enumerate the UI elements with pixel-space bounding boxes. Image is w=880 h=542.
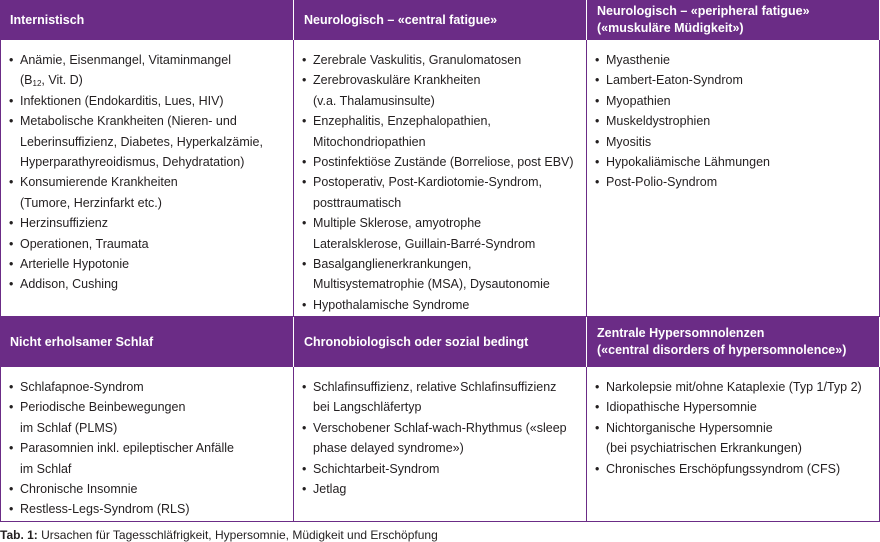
list-item bbox=[9, 91, 285, 111]
list-item-line: • Restless-Legs-Syndrom (RLS) bbox=[20, 502, 190, 517]
header-chronobiologisch bbox=[294, 317, 587, 367]
list-item bbox=[302, 479, 578, 499]
list-item bbox=[9, 438, 285, 479]
list-item-line: Multisystematrophie (MSA), Dysautonomie bbox=[313, 277, 550, 292]
caption-text: Ursachen für Tagesschläfrigkeit, Hypersomnie, Müdigkeit und Erschöpfung bbox=[37, 528, 438, 542]
header-label-line: («muskuläre Müdigkeit») bbox=[597, 21, 744, 35]
list-item bbox=[595, 91, 871, 111]
subscript: 12 bbox=[32, 79, 42, 89]
list-item bbox=[302, 254, 578, 295]
list-item-line: Lateralsklerose, Guillain-Barré-Syndrom bbox=[313, 236, 536, 251]
list-item-line: • Parasomnien inkl. epileptischer Anfälle bbox=[20, 441, 235, 456]
header-peripheral-fatigue bbox=[587, 0, 880, 40]
list-item-line: • Zerebrovaskuläre Krankheiten bbox=[313, 73, 481, 88]
list-item-line: • Jetlag bbox=[313, 482, 347, 497]
list-item-line: • Postinfektiöse Zustände (Borreliose, post EBV) bbox=[313, 155, 574, 170]
list-item-line: (Tumore, Herzinfarkt etc.) bbox=[20, 195, 162, 210]
list-item bbox=[302, 213, 578, 254]
list-item-line: • Addison, Cushing bbox=[20, 277, 118, 292]
header-label-line: («central disorders of hypersomnolence») bbox=[597, 343, 847, 357]
list-item-line: • Myositis bbox=[606, 134, 652, 149]
list-item-line: • Konsumierende Krankheiten bbox=[20, 175, 178, 190]
cell-nicht-erholsamer-schlaf bbox=[0, 367, 294, 522]
cause-list bbox=[595, 377, 871, 479]
list-item bbox=[302, 172, 578, 213]
list-item-line: • Herzinsuffizienz bbox=[20, 216, 109, 231]
list-item bbox=[595, 397, 871, 417]
cause-list bbox=[302, 377, 578, 499]
list-item-line: • Hypothalamische Syndrome bbox=[313, 297, 470, 312]
list-item bbox=[302, 377, 578, 418]
list-item bbox=[9, 172, 285, 213]
list-item bbox=[9, 499, 285, 519]
list-item bbox=[595, 459, 871, 479]
list-item-line: • Myopathien bbox=[606, 93, 671, 108]
list-item bbox=[9, 50, 285, 91]
list-item bbox=[302, 459, 578, 479]
list-item bbox=[302, 50, 578, 70]
header-label: Nicht erholsamer Schlaf bbox=[10, 334, 154, 349]
cause-list bbox=[595, 50, 871, 193]
list-item-line: • Post-Polio-Syndrom bbox=[606, 175, 718, 190]
list-item-line: (v.a. Thalamusinsulte) bbox=[313, 93, 435, 108]
cause-list bbox=[302, 50, 578, 315]
list-item-line: • Schichtarbeit-Syndrom bbox=[313, 461, 440, 476]
cause-list bbox=[9, 50, 285, 295]
list-item-line: bei Langschläfertyp bbox=[313, 400, 422, 415]
list-item-line: Mitochondriopathien bbox=[313, 134, 426, 149]
list-item-line: • Muskeldystrophien bbox=[606, 114, 711, 129]
list-item-line: • Basalganglienerkrankungen, bbox=[313, 257, 472, 272]
list-item bbox=[9, 274, 285, 294]
list-item-line: (bei psychiatrischen Erkrankungen) bbox=[606, 441, 802, 456]
list-item-line: • Postoperativ, Post-Kardiotomie-Syndrom, bbox=[313, 175, 543, 190]
list-item-line: • Metabolische Krankheiten (Nieren- und bbox=[20, 114, 237, 129]
list-item bbox=[302, 70, 578, 111]
list-item bbox=[9, 479, 285, 499]
list-item bbox=[595, 111, 871, 131]
list-item-line: • Zerebrale Vaskulitis, Granulomatosen bbox=[313, 53, 522, 67]
caption-label: Tab. 1: bbox=[0, 528, 38, 542]
list-item-line: • Idiopathische Hypersomnie bbox=[606, 400, 757, 415]
list-item bbox=[9, 234, 285, 254]
list-item-line: • Nichtorganische Hypersomnie bbox=[606, 420, 773, 435]
list-item bbox=[9, 397, 285, 438]
list-item bbox=[595, 377, 871, 397]
list-item bbox=[9, 254, 285, 274]
list-item-line: • Periodische Beinbewegungen bbox=[20, 400, 186, 415]
list-item bbox=[595, 172, 871, 192]
list-item-line: • Myasthenie bbox=[606, 53, 670, 67]
list-item-line: • Schlafinsuffizienz, relative Schlafinsuffizienz bbox=[313, 380, 557, 394]
list-item bbox=[302, 152, 578, 172]
list-item bbox=[595, 418, 871, 459]
list-item-line: • Chronisches Erschöpfungssyndrom (CFS) bbox=[606, 461, 841, 476]
header-label-line: Zentrale Hypersomnolenzen bbox=[597, 326, 765, 340]
list-item-line: • Hypokaliämische Lähmungen bbox=[606, 155, 770, 170]
list-item bbox=[595, 70, 871, 90]
list-item-line bbox=[20, 70, 285, 90]
list-item-line: • Multiple Sklerose, amyotrophe bbox=[313, 216, 482, 231]
list-item-line: • Operationen, Traumata bbox=[20, 236, 149, 251]
list-item-line: posttraumatisch bbox=[313, 195, 402, 210]
list-item-line: Hyperparathyreoidismus, Dehydratation) bbox=[20, 155, 245, 170]
header-nicht-erholsamer-schlaf bbox=[0, 317, 294, 367]
cell-chronobiologisch bbox=[294, 367, 587, 522]
list-item-line: • Schlafapnoe-Syndrom bbox=[20, 380, 144, 394]
list-item bbox=[595, 132, 871, 152]
header-zentrale-hypersomnolenzen bbox=[587, 317, 880, 367]
header-internistisch bbox=[0, 0, 294, 40]
cell-internistisch bbox=[0, 40, 294, 317]
cell-peripheral-fatigue bbox=[587, 40, 880, 317]
list-item-line: Leberinsuffizienz, Diabetes, Hyperkalzämie, bbox=[20, 134, 263, 149]
header-central-fatigue bbox=[294, 0, 587, 40]
list-item-line: • Chronische Insomnie bbox=[20, 482, 138, 497]
list-item-line: im Schlaf (PLMS) bbox=[20, 420, 118, 435]
cell-central-fatigue bbox=[294, 40, 587, 317]
list-item-line: • Lambert-Eaton-Syndrom bbox=[606, 73, 743, 88]
list-item bbox=[9, 377, 285, 397]
list-item-line: • Verschobener Schlaf-wach-Rhythmus («sleep bbox=[313, 420, 567, 435]
list-item bbox=[302, 418, 578, 459]
list-item-text: , Vit. D) bbox=[41, 73, 83, 88]
list-item bbox=[9, 111, 285, 172]
header-label: Chronobiologisch oder sozial bedingt bbox=[304, 334, 529, 349]
list-item-line: • Narkolepsie mit/ohne Kataplexie (Typ 1/Typ 2) bbox=[606, 380, 862, 394]
list-item bbox=[9, 213, 285, 233]
list-item-line: • Infektionen (Endokarditis, Lues, HIV) bbox=[20, 93, 224, 108]
header-label: Neurologisch – «central fatigue» bbox=[304, 12, 498, 27]
list-item-line: • Anämie, Eisenmangel, Vitaminmangel bbox=[20, 53, 231, 67]
list-item-line: • Enzephalitis, Enzephalopathien, bbox=[313, 114, 491, 129]
list-item bbox=[595, 152, 871, 172]
list-item-line: • Arterielle Hypotonie bbox=[20, 257, 130, 272]
list-item-text: (B bbox=[20, 73, 33, 88]
header-label: Internistisch bbox=[10, 12, 85, 27]
list-item bbox=[302, 295, 578, 315]
list-item bbox=[302, 111, 578, 152]
list-item bbox=[595, 50, 871, 70]
list-item-line: im Schlaf bbox=[20, 461, 72, 476]
cell-zentrale-hypersomnolenzen bbox=[587, 367, 880, 522]
header-label-line: Neurologisch – «peripheral fatigue» bbox=[597, 4, 810, 18]
cause-list bbox=[9, 377, 285, 520]
list-item-line: phase delayed syndrome») bbox=[313, 441, 464, 456]
